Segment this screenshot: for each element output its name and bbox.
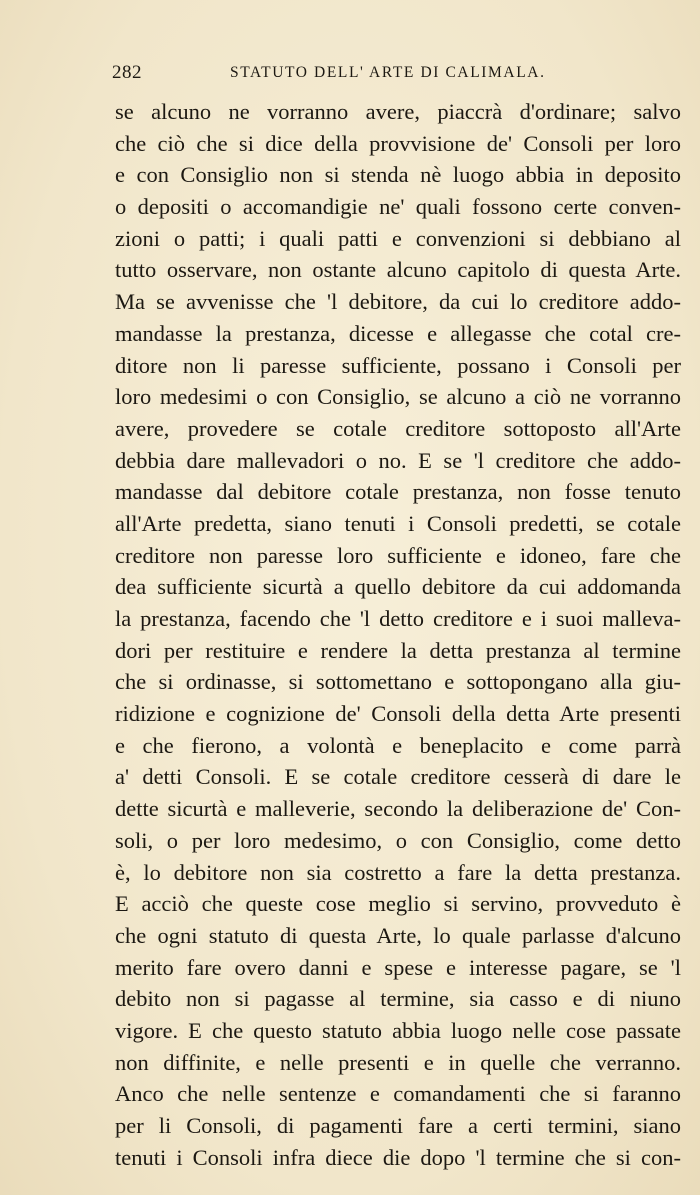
- page-number: 282: [112, 62, 142, 83]
- running-head: STATUTO DELL' ARTE DI CALIMALA.: [230, 64, 546, 81]
- text-line: e con Consiglio non si stenda nè luogo abbia in deposito: [115, 162, 681, 188]
- text-line: dea sufficiente sicurtà a quello debitore da cui addomanda: [115, 574, 681, 600]
- text-line: che ogni statuto di questa Arte, lo quale parlasse d'alcuno: [115, 922, 681, 948]
- text-line: ditore non li paresse sufficiente, possano i Consoli per: [115, 352, 681, 378]
- text-line: che si ordinasse, si sottomettano e sottopongano alla giu-: [115, 669, 681, 695]
- text-line: se alcuno ne vorranno avere, piaccrà d'ordinare; salvo: [115, 99, 681, 124]
- page-header: [112, 60, 682, 90]
- text-line: all'Arte predetta, siano tenuti i Consoli predetti, se cotale: [115, 510, 681, 536]
- text-line: zioni o patti; i quali patti e convenzioni si debbiano al: [115, 225, 681, 251]
- body-text: [115, 96, 681, 1173]
- text-line: debito non si pagasse al termine, sia casso e di niuno: [115, 986, 681, 1012]
- text-line: o depositi o accomandigie ne' quali fossono certe conven-: [115, 194, 681, 220]
- text-line: ridizione e cognizione de' Consoli della detta Arte presenti: [115, 701, 681, 727]
- text-line: dori per restituire e rendere la detta prestanza al termine: [115, 637, 681, 663]
- text-line: per li Consoli, di pagamenti fare a certi termini, siano: [115, 1113, 681, 1138]
- text-line: la prestanza, facendo che 'l detto creditore e i suoi malleva-: [115, 606, 681, 631]
- text-line: merito fare overo danni e spese e interesse pagare, se 'l: [115, 954, 681, 980]
- text-line: vigore. E che questo statuto abbia luogo nelle cose passate: [115, 1017, 681, 1043]
- text-line: e che fieronо, a volontà e beneplacito e come parrà: [115, 732, 681, 758]
- text-line: soli, o per loro medesimo, o con Consiglio, come detto: [115, 827, 681, 853]
- text-line: mandasse dal debitore cotale prestanza, non fosse tenuto: [115, 479, 681, 505]
- text-line: tenuti i Consoli infra diece die dopo 'l termine che si con-: [115, 1144, 681, 1170]
- text-line: dette sicurtà e malleverie, secondo la deliberazione de' Con-: [115, 796, 681, 822]
- text-line: è, lo debitore non sia costretto a fare la detta prestanza.: [115, 859, 681, 885]
- text-line: non diffinite, e nelle presenti e in quelle che verranno.: [115, 1049, 681, 1075]
- text-line: loro medesimi o con Consiglio, se alcuno a ciò ne vorranno: [115, 384, 681, 410]
- text-line: avere, provedere se cotale creditore sottoposto all'Arte: [115, 415, 681, 441]
- text-line: Anco che nelle sentenze e comandamenti che si faranno: [115, 1081, 681, 1107]
- text-line: debbia dare mallevadori o no. E se 'l creditore che addo-: [115, 447, 681, 473]
- text-line: che ciò che si dice della provvisione de' Consoli per loro: [115, 130, 681, 156]
- text-line: Ma se avvenisse che 'l debitore, da cui lo creditore addo-: [115, 289, 681, 315]
- text-line: E acciò che queste cose meglio si servino, provveduto è: [115, 891, 681, 917]
- text-line: mandasse la prestanza, dicesse e allegasse che cotal cre-: [115, 320, 681, 346]
- text-line: a' detti Consoli. E se cotale creditore cesserà di dare le: [115, 764, 681, 790]
- text-line: tutto osservare, non ostante alcuno capitolo di questa Arte.: [115, 257, 681, 283]
- text-line: creditore non paresse loro sufficiente e idoneo, fare che: [115, 542, 681, 568]
